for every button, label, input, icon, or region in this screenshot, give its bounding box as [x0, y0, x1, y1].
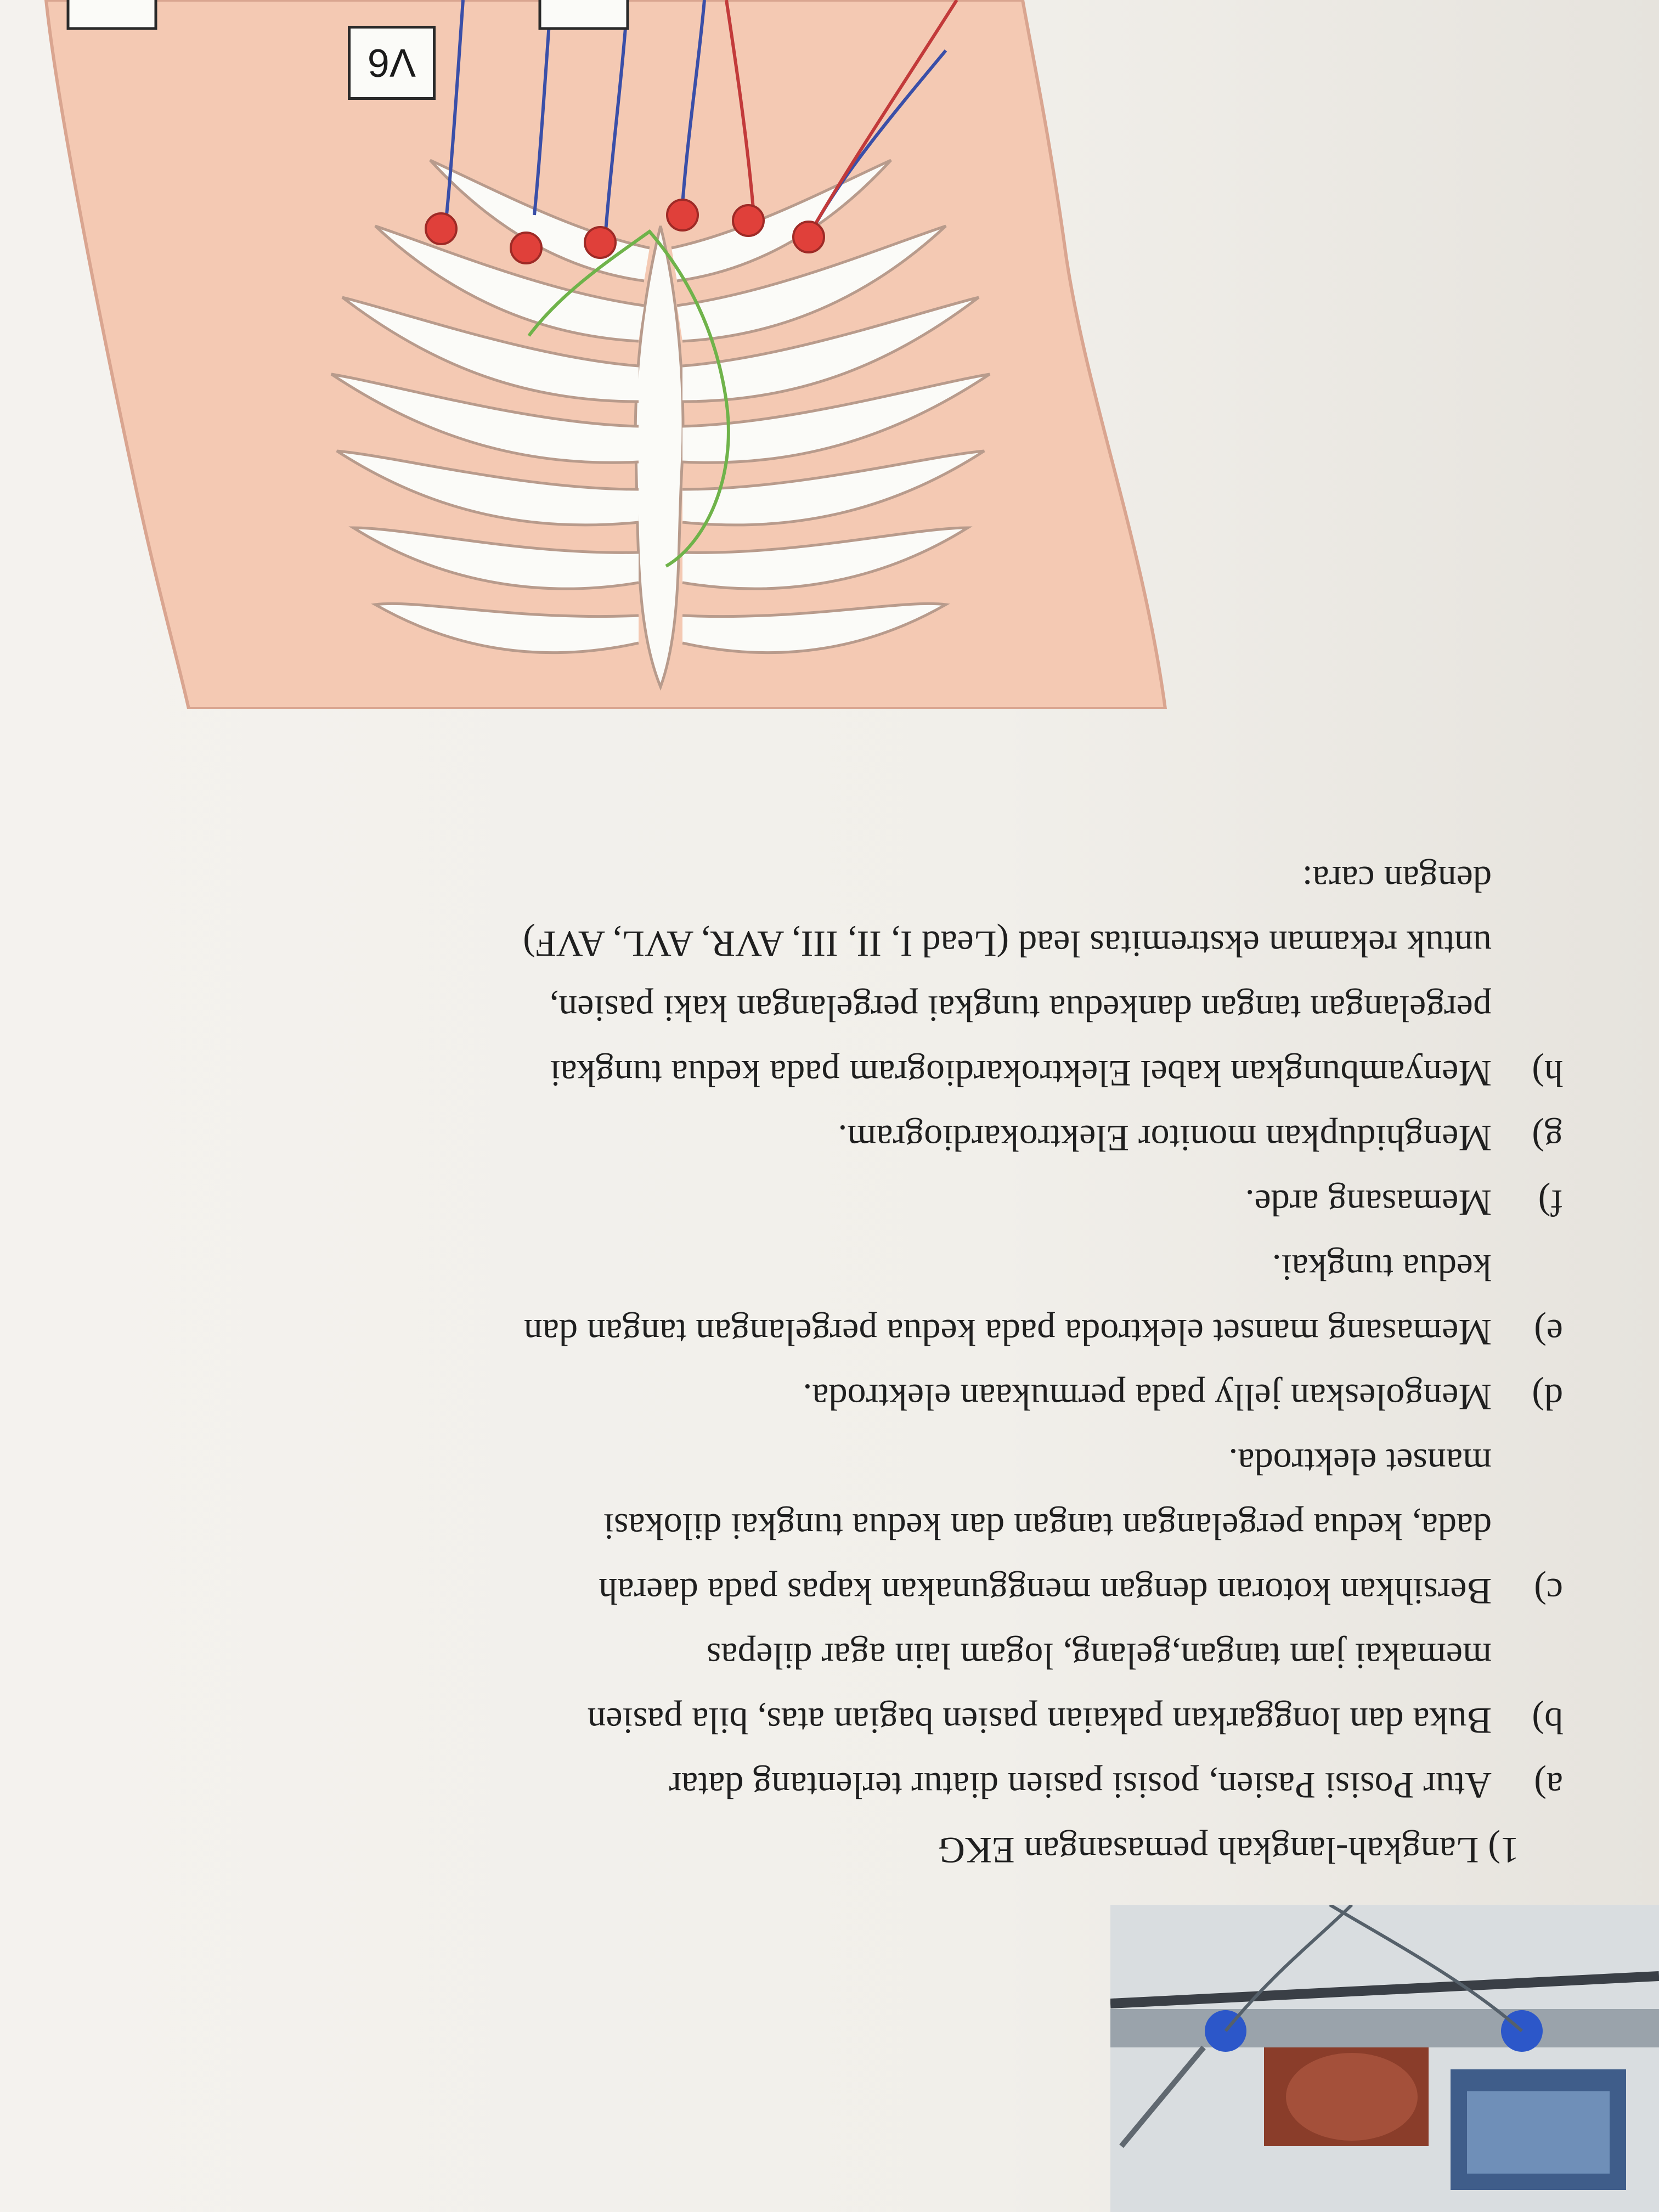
- v6-label: V6: [348, 26, 436, 100]
- step-letter: a): [1534, 1765, 1563, 1807]
- step-letter: h): [1532, 1053, 1563, 1094]
- section-heading: 1) Langkah-langkah pemasangan EKG: [938, 1830, 1519, 1871]
- step-line: Menyambungkan kabel Elektrokardiogram pada kedua tungkai: [550, 1053, 1492, 1094]
- step-line: Memasang arde.: [1245, 1182, 1492, 1224]
- step-h: [164, 847, 1563, 1106]
- step-b: [164, 1624, 1563, 1753]
- electrode-v4: [667, 200, 698, 230]
- torso-skin: [46, 0, 1165, 709]
- ecg-machine-photo: [1110, 1905, 1659, 2212]
- step-line: pergelangan tangan dankedua tungkai pergelangan kaki pasien,: [549, 988, 1492, 1030]
- step-letter: b): [1532, 1700, 1563, 1742]
- step-line: kedua tungkai.: [1272, 1247, 1492, 1289]
- step-letter: g): [1532, 1118, 1563, 1159]
- step-line: Mengoleskan jelly pada permukaan elektroda.: [803, 1376, 1492, 1418]
- step-letter: c): [1534, 1571, 1563, 1612]
- step-letter: e): [1534, 1312, 1563, 1353]
- step-g: [164, 1106, 1563, 1171]
- lead-label-box: [68, 0, 156, 29]
- step-line: untuk rekaman ekstremitas lead (Lead I, II, III, AVR, AVL, AVF): [523, 923, 1492, 965]
- ekg-steps-text: [164, 847, 1563, 1883]
- step-line: Memasang manset elektroda pada kedua pergelangan tangan dan: [523, 1312, 1492, 1353]
- electrode-v5: [733, 205, 764, 236]
- step-e: [164, 1235, 1563, 1365]
- chest-illustration: [0, 0, 1231, 709]
- step-line: manset elektroda.: [1228, 1441, 1492, 1483]
- step-f: [164, 1171, 1563, 1235]
- step-letter: f): [1538, 1182, 1563, 1224]
- step-letter: d): [1532, 1376, 1563, 1418]
- electrode-v1: [426, 213, 456, 244]
- step-line: Menghidupkan monitor Elektrokardiogram.: [838, 1118, 1492, 1159]
- electrode-v6: [793, 222, 824, 252]
- step-d: [164, 1365, 1563, 1430]
- electrode-v2: [511, 233, 541, 263]
- step-line: Atur Posisi Pasien, posisi pasien diatur terlentang datar: [669, 1765, 1492, 1807]
- step-line: dengan cara:: [1302, 859, 1492, 900]
- step-line: dada, kedua pergelangan tangan dan kedua tungkai dilokasi: [603, 1506, 1492, 1548]
- step-line: Bersihkan kotoran dengan menggunakan kapas pada daerah: [599, 1571, 1492, 1612]
- step-a: [164, 1753, 1563, 1818]
- step-line: Buka dan longgarkan pakaian pasien bagian atas, bila pasien: [587, 1700, 1492, 1742]
- step-line: memakai jam tangan,gelang, logam lain agar dilepas: [706, 1635, 1492, 1677]
- chest-electrode-diagram: [0, 0, 1231, 709]
- lead-label-box: [540, 0, 628, 29]
- step-c: [164, 1430, 1563, 1624]
- electrode-v3: [585, 227, 616, 258]
